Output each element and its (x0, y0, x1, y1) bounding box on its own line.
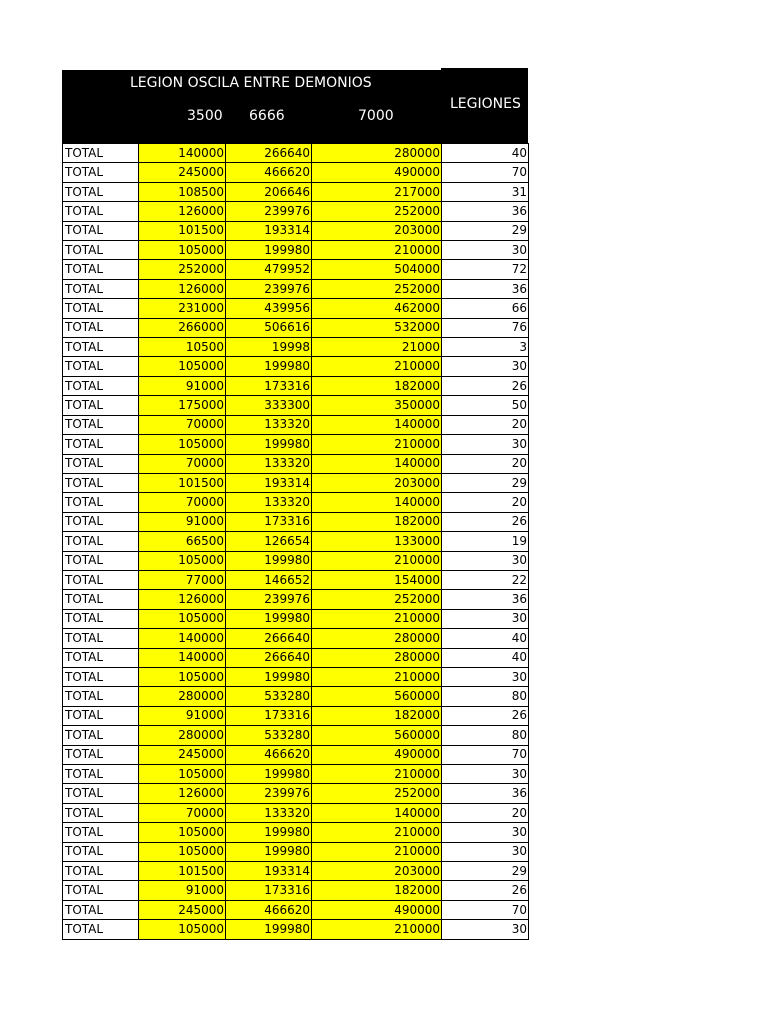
value-6666-cell[interactable]: 199980 (226, 920, 312, 939)
table-row (63, 726, 529, 745)
row-label-cell[interactable]: TOTAL (63, 823, 139, 842)
table-row (63, 629, 529, 648)
value-6666-cell[interactable]: 193314 (226, 862, 312, 881)
table-row (63, 570, 529, 589)
value-3500-cell[interactable]: 105000 (139, 667, 226, 686)
value-3500-cell[interactable]: 105000 (139, 435, 226, 454)
legiones-count-cell[interactable]: 26 (442, 881, 529, 900)
legiones-count-cell[interactable]: 26 (442, 512, 529, 531)
spreadsheet (62, 68, 528, 940)
value-3500-cell[interactable]: 70000 (139, 803, 226, 822)
legiones-count-cell[interactable]: 40 (442, 144, 529, 163)
value-7000-cell[interactable]: 504000 (312, 260, 442, 279)
value-3500-cell[interactable]: 105000 (139, 241, 226, 260)
row-label-cell[interactable]: TOTAL (63, 512, 139, 531)
value-3500-cell[interactable]: 105000 (139, 357, 226, 376)
table-row (63, 823, 529, 842)
row-label-cell[interactable]: TOTAL (63, 687, 139, 706)
value-3500-cell[interactable]: 140000 (139, 648, 226, 667)
value-7000-cell[interactable]: 21000 (312, 338, 442, 357)
table-row (63, 590, 529, 609)
column-header-legiones: LEGIONES (450, 96, 521, 112)
value-6666-cell[interactable]: 266640 (226, 629, 312, 648)
value-3500-cell[interactable]: 280000 (139, 687, 226, 706)
value-3500-cell[interactable]: 126000 (139, 202, 226, 221)
value-6666-cell[interactable]: 266640 (226, 144, 312, 163)
table-row (63, 706, 529, 725)
value-7000-cell[interactable]: 280000 (312, 648, 442, 667)
legiones-count-cell[interactable]: 31 (442, 182, 529, 201)
row-label-cell[interactable]: TOTAL (63, 473, 139, 492)
row-label-cell[interactable]: TOTAL (63, 532, 139, 551)
legiones-count-cell[interactable]: 20 (442, 415, 529, 434)
value-6666-cell[interactable]: 173316 (226, 706, 312, 725)
row-label-cell[interactable]: TOTAL (63, 551, 139, 570)
table-row (63, 396, 529, 415)
table-row (63, 376, 529, 395)
value-6666-cell[interactable]: 133320 (226, 803, 312, 822)
row-label-cell[interactable]: TOTAL (63, 920, 139, 939)
row-label-cell[interactable]: TOTAL (63, 629, 139, 648)
value-6666-cell[interactable]: 193314 (226, 221, 312, 240)
value-7000-cell[interactable]: 252000 (312, 784, 442, 803)
legiones-count-cell[interactable]: 66 (442, 299, 529, 318)
value-3500-cell[interactable]: 280000 (139, 726, 226, 745)
value-7000-cell[interactable]: 140000 (312, 803, 442, 822)
row-label-cell[interactable]: TOTAL (63, 706, 139, 725)
table-row (63, 745, 529, 764)
row-label-cell[interactable]: TOTAL (63, 182, 139, 201)
row-label-cell[interactable]: TOTAL (63, 221, 139, 240)
legiones-count-cell[interactable]: 30 (442, 357, 529, 376)
row-label-cell[interactable]: TOTAL (63, 900, 139, 919)
value-6666-cell[interactable]: 466620 (226, 900, 312, 919)
value-3500-cell[interactable]: 66500 (139, 532, 226, 551)
value-7000-cell[interactable]: 133000 (312, 532, 442, 551)
legiones-count-cell[interactable]: 40 (442, 648, 529, 667)
value-3500-cell[interactable]: 105000 (139, 609, 226, 628)
legiones-count-cell[interactable]: 29 (442, 473, 529, 492)
value-3500-cell[interactable]: 140000 (139, 629, 226, 648)
legiones-count-cell[interactable]: 30 (442, 551, 529, 570)
legiones-count-cell[interactable]: 26 (442, 376, 529, 395)
legiones-count-cell[interactable]: 30 (442, 435, 529, 454)
row-label-cell[interactable]: TOTAL (63, 163, 139, 182)
value-6666-cell[interactable]: 199980 (226, 357, 312, 376)
value-3500-cell[interactable]: 10500 (139, 338, 226, 357)
row-label-cell[interactable]: TOTAL (63, 415, 139, 434)
value-6666-cell[interactable]: 199980 (226, 435, 312, 454)
table-row (63, 279, 529, 298)
table-row (63, 182, 529, 201)
value-6666-cell[interactable]: 199980 (226, 765, 312, 784)
value-6666-cell[interactable]: 133320 (226, 493, 312, 512)
table-row (63, 687, 529, 706)
value-6666-cell[interactable]: 333300 (226, 396, 312, 415)
value-6666-cell[interactable]: 466620 (226, 745, 312, 764)
value-6666-cell[interactable]: 239976 (226, 784, 312, 803)
value-3500-cell[interactable]: 245000 (139, 900, 226, 919)
legiones-count-cell[interactable]: 80 (442, 726, 529, 745)
value-7000-cell[interactable]: 280000 (312, 144, 442, 163)
value-3500-cell[interactable]: 70000 (139, 454, 226, 473)
value-7000-cell[interactable]: 462000 (312, 299, 442, 318)
value-6666-cell[interactable]: 193314 (226, 473, 312, 492)
value-3500-cell[interactable]: 105000 (139, 823, 226, 842)
row-label-cell[interactable]: TOTAL (63, 260, 139, 279)
row-label-cell[interactable]: TOTAL (63, 435, 139, 454)
row-label-cell[interactable]: TOTAL (63, 765, 139, 784)
legiones-count-cell[interactable]: 70 (442, 900, 529, 919)
table-row (63, 765, 529, 784)
value-7000-cell[interactable]: 490000 (312, 900, 442, 919)
legiones-count-cell[interactable]: 29 (442, 221, 529, 240)
value-6666-cell[interactable]: 266640 (226, 648, 312, 667)
value-7000-cell[interactable]: 560000 (312, 726, 442, 745)
value-7000-cell[interactable]: 182000 (312, 376, 442, 395)
table-row (63, 241, 529, 260)
value-3500-cell[interactable]: 91000 (139, 376, 226, 395)
table-row (63, 512, 529, 531)
row-label-cell[interactable]: TOTAL (63, 396, 139, 415)
legiones-count-cell[interactable]: 76 (442, 318, 529, 337)
legiones-count-cell[interactable]: 29 (442, 862, 529, 881)
table-row (63, 163, 529, 182)
legiones-count-cell[interactable]: 36 (442, 784, 529, 803)
legiones-count-cell[interactable]: 36 (442, 279, 529, 298)
row-label-cell[interactable]: TOTAL (63, 667, 139, 686)
row-label-cell[interactable]: TOTAL (63, 648, 139, 667)
legiones-count-cell[interactable]: 30 (442, 241, 529, 260)
legiones-count-cell[interactable]: 19 (442, 532, 529, 551)
value-7000-cell[interactable]: 532000 (312, 318, 442, 337)
row-label-cell[interactable]: TOTAL (63, 202, 139, 221)
row-label-cell[interactable]: TOTAL (63, 357, 139, 376)
value-3500-cell[interactable]: 91000 (139, 706, 226, 725)
value-7000-cell[interactable]: 203000 (312, 473, 442, 492)
legiones-count-cell[interactable]: 26 (442, 706, 529, 725)
value-3500-cell[interactable]: 105000 (139, 765, 226, 784)
value-7000-cell[interactable]: 203000 (312, 862, 442, 881)
table-row (63, 862, 529, 881)
legiones-count-cell[interactable]: 20 (442, 493, 529, 512)
value-7000-cell[interactable]: 210000 (312, 609, 442, 628)
legiones-count-cell[interactable]: 30 (442, 609, 529, 628)
value-7000-cell[interactable]: 490000 (312, 745, 442, 764)
value-6666-cell[interactable]: 173316 (226, 512, 312, 531)
value-7000-cell[interactable]: 140000 (312, 454, 442, 473)
table-row (63, 318, 529, 337)
row-label-cell[interactable]: TOTAL (63, 454, 139, 473)
legiones-count-cell[interactable]: 30 (442, 667, 529, 686)
legiones-count-cell[interactable]: 70 (442, 163, 529, 182)
legiones-count-cell[interactable]: 20 (442, 454, 529, 473)
row-label-cell[interactable]: TOTAL (63, 299, 139, 318)
value-3500-cell[interactable]: 91000 (139, 512, 226, 531)
value-6666-cell[interactable]: 506616 (226, 318, 312, 337)
value-7000-cell[interactable]: 252000 (312, 202, 442, 221)
table-row (63, 920, 529, 939)
legiones-count-cell[interactable]: 3 (442, 338, 529, 357)
table-row (63, 842, 529, 861)
legiones-count-cell[interactable]: 30 (442, 765, 529, 784)
value-3500-cell[interactable]: 140000 (139, 144, 226, 163)
value-6666-cell[interactable]: 439956 (226, 299, 312, 318)
value-6666-cell[interactable]: 146652 (226, 570, 312, 589)
legiones-count-cell[interactable]: 50 (442, 396, 529, 415)
table-row (63, 260, 529, 279)
legiones-count-cell[interactable]: 20 (442, 803, 529, 822)
value-6666-cell[interactable]: 126654 (226, 532, 312, 551)
value-3500-cell[interactable]: 70000 (139, 415, 226, 434)
value-7000-cell[interactable]: 210000 (312, 241, 442, 260)
value-3500-cell[interactable]: 105000 (139, 551, 226, 570)
value-6666-cell[interactable]: 239976 (226, 590, 312, 609)
table-row (63, 881, 529, 900)
table-row (63, 667, 529, 686)
value-3500-cell[interactable]: 252000 (139, 260, 226, 279)
row-label-cell[interactable]: TOTAL (63, 338, 139, 357)
header-title: LEGION OSCILA ENTRE DEMONIOS (130, 75, 372, 91)
legiones-count-cell[interactable]: 70 (442, 745, 529, 764)
table-row (63, 357, 529, 376)
value-6666-cell[interactable]: 199980 (226, 241, 312, 260)
value-6666-cell[interactable]: 133320 (226, 415, 312, 434)
table-row (63, 299, 529, 318)
row-label-cell[interactable]: TOTAL (63, 862, 139, 881)
data-table (62, 143, 529, 940)
value-7000-cell[interactable]: 210000 (312, 920, 442, 939)
value-7000-cell[interactable]: 210000 (312, 765, 442, 784)
row-label-cell[interactable]: TOTAL (63, 318, 139, 337)
table-row (63, 803, 529, 822)
value-6666-cell[interactable]: 199980 (226, 609, 312, 628)
value-7000-cell[interactable]: 252000 (312, 590, 442, 609)
table-row (63, 473, 529, 492)
table-row (63, 784, 529, 803)
value-3500-cell[interactable]: 105000 (139, 842, 226, 861)
row-label-cell[interactable]: TOTAL (63, 881, 139, 900)
value-6666-cell[interactable]: 206646 (226, 182, 312, 201)
column-header-3500: 3500 (187, 108, 223, 124)
row-label-cell[interactable]: TOTAL (63, 745, 139, 764)
value-6666-cell[interactable]: 466620 (226, 163, 312, 182)
value-6666-cell[interactable]: 239976 (226, 202, 312, 221)
value-6666-cell[interactable]: 173316 (226, 881, 312, 900)
value-7000-cell[interactable]: 210000 (312, 435, 442, 454)
value-6666-cell[interactable]: 19998 (226, 338, 312, 357)
table-row (63, 415, 529, 434)
value-3500-cell[interactable]: 70000 (139, 493, 226, 512)
table-row (63, 493, 529, 512)
value-3500-cell[interactable]: 91000 (139, 881, 226, 900)
row-label-cell[interactable]: TOTAL (63, 590, 139, 609)
value-3500-cell[interactable]: 101500 (139, 473, 226, 492)
value-7000-cell[interactable]: 210000 (312, 842, 442, 861)
value-7000-cell[interactable]: 217000 (312, 182, 442, 201)
legiones-count-cell[interactable]: 30 (442, 920, 529, 939)
table-row (63, 221, 529, 240)
value-7000-cell[interactable]: 350000 (312, 396, 442, 415)
value-7000-cell[interactable]: 490000 (312, 163, 442, 182)
legiones-count-cell[interactable]: 36 (442, 590, 529, 609)
value-7000-cell[interactable]: 560000 (312, 687, 442, 706)
table-row (63, 551, 529, 570)
value-3500-cell[interactable]: 126000 (139, 590, 226, 609)
row-label-cell[interactable]: TOTAL (63, 570, 139, 589)
value-7000-cell[interactable]: 280000 (312, 629, 442, 648)
legiones-count-cell[interactable]: 30 (442, 823, 529, 842)
table-row (63, 609, 529, 628)
table-row (63, 532, 529, 551)
legiones-count-cell[interactable]: 22 (442, 570, 529, 589)
value-7000-cell[interactable]: 154000 (312, 570, 442, 589)
table-row (63, 900, 529, 919)
value-7000-cell[interactable]: 140000 (312, 493, 442, 512)
legiones-count-cell[interactable]: 30 (442, 842, 529, 861)
value-7000-cell[interactable]: 210000 (312, 823, 442, 842)
value-6666-cell[interactable]: 199980 (226, 667, 312, 686)
legiones-count-cell[interactable]: 36 (442, 202, 529, 221)
table-row (63, 435, 529, 454)
value-6666-cell[interactable]: 173316 (226, 376, 312, 395)
table-header (62, 68, 528, 143)
value-7000-cell[interactable]: 210000 (312, 357, 442, 376)
row-label-cell[interactable]: TOTAL (63, 803, 139, 822)
row-label-cell[interactable]: TOTAL (63, 493, 139, 512)
value-7000-cell[interactable]: 182000 (312, 881, 442, 900)
value-3500-cell[interactable]: 175000 (139, 396, 226, 415)
row-label-cell[interactable]: TOTAL (63, 726, 139, 745)
value-7000-cell[interactable]: 210000 (312, 667, 442, 686)
table-row (63, 144, 529, 163)
legiones-count-cell[interactable]: 40 (442, 629, 529, 648)
row-label-cell[interactable]: TOTAL (63, 241, 139, 260)
row-label-cell[interactable]: TOTAL (63, 279, 139, 298)
value-3500-cell[interactable]: 126000 (139, 279, 226, 298)
row-label-cell[interactable]: TOTAL (63, 376, 139, 395)
value-7000-cell[interactable]: 182000 (312, 512, 442, 531)
value-3500-cell[interactable]: 126000 (139, 784, 226, 803)
value-6666-cell[interactable]: 239976 (226, 279, 312, 298)
legiones-count-cell[interactable]: 72 (442, 260, 529, 279)
value-3500-cell[interactable]: 245000 (139, 745, 226, 764)
table-row (63, 338, 529, 357)
value-3500-cell[interactable]: 101500 (139, 221, 226, 240)
column-header-7000: 7000 (358, 108, 394, 124)
value-3500-cell[interactable]: 105000 (139, 920, 226, 939)
value-6666-cell[interactable]: 199980 (226, 842, 312, 861)
row-label-cell[interactable]: TOTAL (63, 784, 139, 803)
table-row (63, 454, 529, 473)
column-header-6666: 6666 (249, 108, 285, 124)
value-6666-cell[interactable]: 479952 (226, 260, 312, 279)
table-body (63, 144, 529, 940)
value-7000-cell[interactable]: 140000 (312, 415, 442, 434)
value-3500-cell[interactable]: 231000 (139, 299, 226, 318)
value-7000-cell[interactable]: 252000 (312, 279, 442, 298)
table-row (63, 648, 529, 667)
value-6666-cell[interactable]: 533280 (226, 726, 312, 745)
row-label-cell[interactable]: TOTAL (63, 609, 139, 628)
table-row (63, 202, 529, 221)
value-3500-cell[interactable]: 108500 (139, 182, 226, 201)
legiones-count-cell[interactable]: 80 (442, 687, 529, 706)
value-6666-cell[interactable]: 199980 (226, 823, 312, 842)
value-7000-cell[interactable]: 203000 (312, 221, 442, 240)
value-3500-cell[interactable]: 77000 (139, 570, 226, 589)
row-label-cell[interactable]: TOTAL (63, 842, 139, 861)
value-7000-cell[interactable]: 182000 (312, 706, 442, 725)
row-label-cell[interactable]: TOTAL (63, 144, 139, 163)
value-3500-cell[interactable]: 101500 (139, 862, 226, 881)
value-3500-cell[interactable]: 266000 (139, 318, 226, 337)
value-7000-cell[interactable]: 210000 (312, 551, 442, 570)
value-6666-cell[interactable]: 199980 (226, 551, 312, 570)
value-6666-cell[interactable]: 533280 (226, 687, 312, 706)
value-3500-cell[interactable]: 245000 (139, 163, 226, 182)
value-6666-cell[interactable]: 133320 (226, 454, 312, 473)
